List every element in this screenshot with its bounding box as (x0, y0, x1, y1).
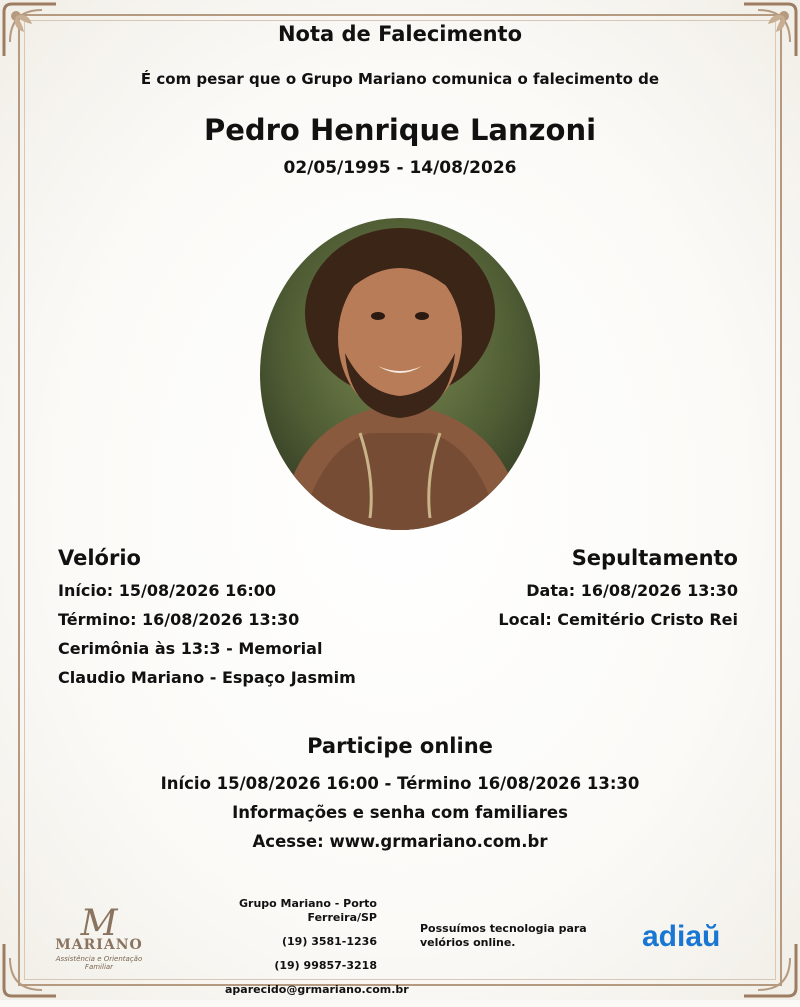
deceased-name: Pedro Henrique Lanzoni (203, 113, 597, 147)
velorio-ceremony-line1: Cerimônia às 13:3 - Memorial (58, 639, 323, 658)
online-info: Informações e senha com familiares (232, 803, 568, 822)
page-title: Nota de Falecimento (277, 22, 523, 46)
life-dates: 02/05/1995 - 14/08/2026 (283, 158, 517, 178)
velorio-ceremony-line2: Claudio Mariano - Espaço Jasmim (58, 668, 356, 687)
mariano-logo-word: MARIANO (55, 937, 143, 953)
contact-block (225, 897, 409, 1007)
velorio-end: Término: 16/08/2026 13:30 (58, 610, 300, 629)
technology-note: Possuímos tecnologia para velórios online. (420, 922, 587, 949)
grupo-mariano-logo (44, 903, 154, 971)
online-website-link[interactable]: Acesse: www.grmariano.com.br (252, 832, 548, 851)
ornament-corner-icon (742, 942, 798, 998)
online-heading: Participe online (307, 734, 493, 758)
online-times: Início 15/08/2026 16:00 - Término 16/08/2026 13:30 (160, 774, 640, 793)
email: aparecido@grmariano.com.br (225, 983, 409, 996)
portrait-photo (260, 218, 540, 530)
phone-1: (19) 3581-1236 (282, 935, 377, 948)
company-name: Grupo Mariano - Porto Ferreira/SP (238, 897, 377, 924)
mariano-monogram-icon: M (80, 903, 118, 944)
velorio-section (58, 546, 398, 692)
mariano-logo-tagline: Assistência e Orientação Familiar (55, 955, 143, 971)
velorio-start: Início: 15/08/2026 16:00 (58, 581, 277, 600)
announcement-intro: É com pesar que o Grupo Mariano comunica o falecimento de (140, 70, 660, 88)
adiau-logo: adiaŭ (642, 920, 721, 953)
phone-2: (19) 99857-3218 (274, 959, 377, 972)
sepultamento-section (418, 546, 738, 634)
sepultamento-location: Local: Cemitério Cristo Rei (498, 610, 738, 629)
sepultamento-date: Data: 16/08/2026 13:30 (526, 581, 738, 600)
sepultamento-heading: Sepultamento (571, 546, 738, 570)
velorio-heading: Velório (58, 546, 141, 570)
